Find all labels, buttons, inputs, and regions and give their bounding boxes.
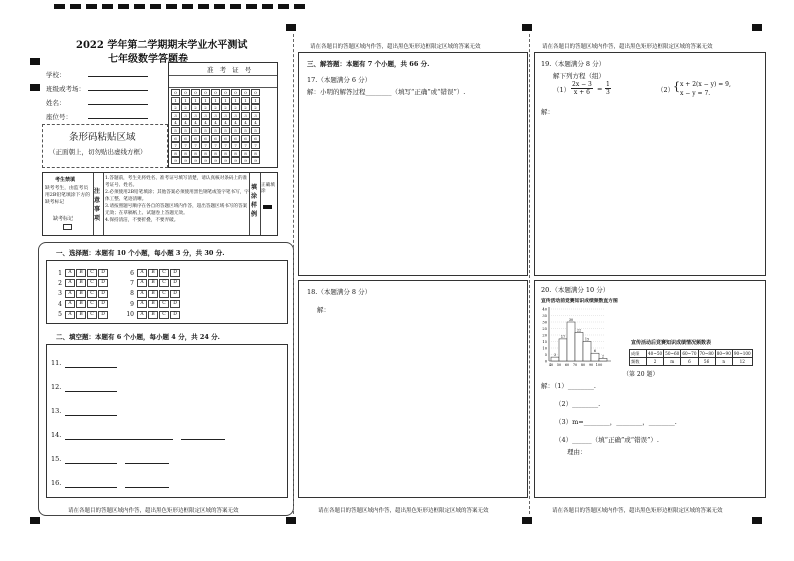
digit-bubble[interactable]: 2 xyxy=(171,104,180,111)
digit-row xyxy=(171,157,261,165)
digit-bubble[interactable]: 9 xyxy=(191,157,200,164)
choice-bubble[interactable]: D xyxy=(98,311,108,319)
table-cell: 6 xyxy=(681,358,698,366)
blank-line[interactable] xyxy=(65,391,117,392)
digit-bubble[interactable]: 8 xyxy=(231,150,240,157)
position-mark xyxy=(30,517,40,524)
digit-bubble[interactable]: 7 xyxy=(211,142,220,149)
position-mark xyxy=(286,517,296,524)
digit-bubble[interactable]: 8 xyxy=(211,150,220,157)
digit-bubble[interactable]: 7 xyxy=(231,142,240,149)
absent-title: 考生禁填 xyxy=(55,177,76,183)
warning-text: 请在各题目的答题区域内作答，超出黑色矩形边框限定区域的答案无效 xyxy=(542,44,713,50)
choice-bubble[interactable]: B xyxy=(76,300,86,308)
digit-bubble[interactable]: 5 xyxy=(211,127,220,134)
blank-label: 11. xyxy=(51,359,62,367)
x-tick-label: 70 xyxy=(572,363,578,367)
digit-bubble[interactable]: 0 xyxy=(211,89,220,96)
digit-bubble[interactable]: 5 xyxy=(191,127,200,134)
choice-row: 3 A B C D xyxy=(53,290,109,298)
choice-row: 9 A B C D xyxy=(125,300,181,308)
blank-label: 13. xyxy=(51,407,62,415)
name-label: 姓名： xyxy=(46,99,66,107)
digit-bubble[interactable]: 1 xyxy=(181,97,190,104)
section2-title: 二、填空题：本题有 6 个小题，每小题 4 分，共 24 分. xyxy=(56,333,220,341)
choice-row: 5 A B C D xyxy=(53,311,109,319)
absent-text: 缺考考生，由监考员用2B铅笔填涂下方的缺考标记 xyxy=(45,186,90,205)
digit-row xyxy=(171,150,261,158)
digit-bubble[interactable]: 3 xyxy=(171,112,180,119)
warning-text: 请在各题目的答题区域内作答，超出黑色矩形边框限定区域的答案无效 xyxy=(310,44,481,50)
y-tick-label: 30 xyxy=(542,320,547,325)
digit-bubble[interactable]: 8 xyxy=(221,150,230,157)
blank-line[interactable] xyxy=(65,439,173,440)
digit-bubble[interactable]: 0 xyxy=(231,89,240,96)
digit-bubble[interactable]: 5 xyxy=(201,127,210,134)
digit-bubble[interactable]: 5 xyxy=(171,127,180,134)
y-tick-label: 20 xyxy=(542,333,547,338)
digit-bubble[interactable]: 2 xyxy=(221,104,230,111)
digit-bubble[interactable]: 9 xyxy=(221,157,230,164)
table-column-header: 60~70 xyxy=(682,351,697,356)
choice-bubble[interactable]: A xyxy=(65,290,75,298)
q19-fraction-left: 2x − 3 x + 6 xyxy=(572,81,592,96)
blank-label: 12. xyxy=(51,383,62,391)
choice-row: 1 A B C D xyxy=(53,269,109,277)
exam-number-label: 准 考 证 号 xyxy=(207,66,254,74)
choice-bubble[interactable]: B xyxy=(148,300,158,308)
q19-body: 解下列方程（组） xyxy=(553,72,605,80)
digit-bubble[interactable]: 5 xyxy=(181,127,190,134)
digit-row xyxy=(171,112,261,120)
seat-field[interactable] xyxy=(88,118,148,119)
bar-value-label: 15 xyxy=(584,337,590,342)
name-field[interactable] xyxy=(88,104,148,105)
q20-reason: 理由： xyxy=(567,448,587,456)
digit-bubble[interactable]: 4 xyxy=(231,119,240,126)
digit-bubble[interactable]: 0 xyxy=(201,89,210,96)
digit-bubble[interactable]: 3 xyxy=(201,112,210,119)
choice-bubble[interactable]: C xyxy=(87,269,97,277)
absent-mark-box[interactable] xyxy=(63,224,72,230)
digit-bubble[interactable]: 1 xyxy=(251,97,260,104)
digit-bubble[interactable]: 3 xyxy=(231,112,240,119)
digit-row xyxy=(171,104,261,112)
figure-caption: （第 20 题） xyxy=(623,371,659,378)
choice-bubble[interactable]: A xyxy=(65,279,75,287)
frequency-table xyxy=(629,349,753,366)
warning-text: 请在各题目的答题区域内作答，超出黑色矩形边框限定区域的答案无效 xyxy=(68,508,239,514)
digit-bubble[interactable]: 9 xyxy=(231,157,240,164)
q20-answer-4: （4）______（填“正确”或“错误”）. xyxy=(555,436,659,444)
choice-row: 8 A B C D xyxy=(125,290,181,298)
blank-line[interactable] xyxy=(65,463,117,464)
blank-line[interactable] xyxy=(181,439,225,440)
digit-bubble[interactable]: 6 xyxy=(191,135,200,142)
position-mark xyxy=(522,517,532,524)
choice-bubble[interactable]: D xyxy=(170,279,180,287)
digit-bubble[interactable]: 9 xyxy=(201,157,210,164)
digit-bubble[interactable]: 6 xyxy=(181,135,190,142)
digit-bubble[interactable]: 3 xyxy=(191,112,200,119)
q20-head: 20.（本题满分 10 分） xyxy=(541,286,610,294)
school-field[interactable] xyxy=(88,76,148,77)
choice-bubble[interactable]: B xyxy=(76,290,86,298)
class-field[interactable] xyxy=(88,90,148,91)
school-label: 学校： xyxy=(46,71,66,79)
blank-line[interactable] xyxy=(65,415,117,416)
digit-bubble[interactable]: 6 xyxy=(251,135,260,142)
choice-bubble[interactable]: D xyxy=(98,279,108,287)
note-item: 3.请按照题号顺序在各自的答题区域内作答，超出答题区域书写的答案无效；在草稿纸上、试题卷上答题无效。 xyxy=(105,204,248,216)
blank-label: 16. xyxy=(51,479,62,487)
notes-side-label: 注意事项 xyxy=(94,188,101,222)
digit-bubble[interactable]: 6 xyxy=(171,135,180,142)
table-cell: 2 xyxy=(647,358,664,366)
fill-example-side xyxy=(249,173,261,235)
digit-row xyxy=(171,97,261,105)
digit-bubble[interactable]: 1 xyxy=(231,97,240,104)
choice-bubble[interactable]: B xyxy=(76,269,86,277)
exam-number-bubbles[interactable] xyxy=(171,89,261,165)
y-tick-label: 5 xyxy=(544,353,547,357)
digit-bubble[interactable]: 4 xyxy=(191,119,200,126)
q19-part1-label: （1） xyxy=(553,86,571,94)
q17-head: 17.（本题满分 6 分） xyxy=(307,76,372,84)
digit-bubble[interactable]: 4 xyxy=(251,119,260,126)
table-column-header: 50~60 xyxy=(665,351,680,356)
column-divider xyxy=(293,34,294,514)
digit-row xyxy=(171,127,261,135)
digit-bubble[interactable]: 2 xyxy=(231,104,240,111)
q19-system: x + 2(x − y) = 9, x − y = 7. xyxy=(680,81,731,97)
choice-bubble[interactable]: B xyxy=(76,279,86,287)
choice-bubble[interactable]: B xyxy=(76,311,86,319)
digit-bubble[interactable]: 2 xyxy=(251,104,260,111)
y-tick-label: 10 xyxy=(542,346,547,351)
digit-bubble[interactable]: 9 xyxy=(211,157,220,164)
table-cell: 56 xyxy=(698,358,715,366)
y-tick-label: 35 xyxy=(542,314,547,318)
fill-blank-area xyxy=(46,344,288,498)
answer-box-q20[interactable] xyxy=(534,280,766,498)
histogram-bar xyxy=(559,339,567,361)
bar-value-label: 22 xyxy=(576,328,582,333)
digit-bubble[interactable]: 0 xyxy=(241,89,250,96)
absent-box xyxy=(43,173,94,235)
choice-column-right[interactable] xyxy=(125,269,181,321)
choice-bubble[interactable]: A xyxy=(137,290,147,298)
q18-body: 解： xyxy=(317,306,330,314)
digit-bubble[interactable]: 5 xyxy=(221,127,230,134)
digit-bubble[interactable]: 4 xyxy=(211,119,220,126)
bar-value-label: 17 xyxy=(560,334,566,339)
exam-title: 2022 学年第二学期期末学业水平测试 xyxy=(76,40,248,51)
choice-row: 6 A B C D xyxy=(125,269,181,277)
digit-bubble[interactable]: 0 xyxy=(171,89,180,96)
x-tick-label: 40 xyxy=(548,363,554,367)
digit-bubble[interactable]: 8 xyxy=(251,150,260,157)
q20-answer-1: 解：（1）________. xyxy=(541,382,596,390)
brace-icon: { xyxy=(673,80,680,93)
digit-bubble[interactable]: 9 xyxy=(181,157,190,164)
choice-bubble[interactable]: D xyxy=(98,269,108,277)
digit-bubble[interactable]: 5 xyxy=(231,127,240,134)
q19-head: 19.（本题满分 8 分） xyxy=(541,60,606,68)
digit-bubble[interactable]: 6 xyxy=(231,135,240,142)
position-mark xyxy=(286,24,296,31)
digit-bubble[interactable]: 4 xyxy=(171,119,180,126)
chart-title: 宣传活动前竞赛知识成绩频数直方图 xyxy=(541,298,618,304)
choice-row: 2 A B C D xyxy=(53,279,109,287)
y-tick-label: 25 xyxy=(542,327,547,331)
digit-bubble[interactable]: 7 xyxy=(181,142,190,149)
digit-row xyxy=(171,142,261,150)
table-cell: 12 xyxy=(732,358,752,366)
choice-bubble[interactable]: D xyxy=(98,290,108,298)
digit-bubble[interactable]: 2 xyxy=(201,104,210,111)
choice-bubble[interactable]: A xyxy=(65,311,75,319)
class-label: 班级或考场： xyxy=(46,85,85,93)
table-column-header: 70~80 xyxy=(699,351,714,356)
x-tick-label: 80 xyxy=(580,363,586,367)
digit-bubble[interactable]: 3 xyxy=(211,112,220,119)
table-column-header: 80~90 xyxy=(716,351,731,356)
digit-bubble[interactable]: 3 xyxy=(221,112,230,119)
q17-body: 解：小明的解答过程________（填写“正确”或“错误”）. xyxy=(307,88,466,96)
x-tick-label: 60 xyxy=(564,363,570,367)
table-column-header: 90~100 xyxy=(733,351,751,356)
fill-example-label: 填涂样例 xyxy=(251,184,258,218)
choice-bubble[interactable]: C xyxy=(159,269,169,277)
digit-bubble[interactable]: 2 xyxy=(181,104,190,111)
digit-bubble[interactable]: 6 xyxy=(201,135,210,142)
note-item: 1.答题前，考生先将姓名、准考证号填写清楚，请认真核对条码上的准考证号、姓名。 xyxy=(105,176,248,188)
choice-grid xyxy=(46,260,288,324)
choice-bubble[interactable]: C xyxy=(87,279,97,287)
digit-bubble[interactable]: 8 xyxy=(201,150,210,157)
digit-bubble[interactable]: 4 xyxy=(221,119,230,126)
digit-bubble[interactable]: 6 xyxy=(241,135,250,142)
digit-bubble[interactable]: 8 xyxy=(191,150,200,157)
choice-bubble[interactable]: A xyxy=(65,269,75,277)
digit-bubble[interactable]: 8 xyxy=(181,150,190,157)
blank-line[interactable] xyxy=(125,463,169,464)
choice-bubble[interactable]: D xyxy=(170,300,180,308)
digit-bubble[interactable]: 2 xyxy=(211,104,220,111)
section3-title: 三、解答题：本题有 7 个小题，共 66 分. xyxy=(307,60,430,68)
notes-list xyxy=(105,175,249,224)
digit-bubble[interactable]: 7 xyxy=(191,142,200,149)
q19-equals: = xyxy=(597,85,603,93)
digit-bubble[interactable]: 1 xyxy=(171,97,180,104)
bar-value-label: 30 xyxy=(568,318,574,322)
choice-bubble[interactable]: A xyxy=(137,279,147,287)
choice-bubble[interactable]: B xyxy=(148,279,158,287)
correct-fill-label: 正确填涂 xyxy=(261,183,275,194)
digit-bubble[interactable]: 2 xyxy=(241,104,250,111)
choice-bubble[interactable]: D xyxy=(170,290,180,298)
blank-label: 14. xyxy=(51,431,62,439)
choice-bubble[interactable]: C xyxy=(87,290,97,298)
y-tick-label: 0 xyxy=(544,359,547,364)
choice-bubble[interactable]: D xyxy=(170,311,180,319)
digit-bubble[interactable]: 6 xyxy=(221,135,230,142)
section1-title: 一、选择题：本题有 10 个小题，每小题 3 分，共 30 分. xyxy=(56,249,225,257)
histogram-bar xyxy=(575,332,583,361)
column-divider xyxy=(529,34,530,514)
barcode-title: 条形码粘贴区域 xyxy=(69,132,136,143)
choice-bubble[interactable]: A xyxy=(137,269,147,277)
digit-bubble[interactable]: 3 xyxy=(241,112,250,119)
histogram-bar xyxy=(551,357,559,361)
digit-bubble[interactable]: 0 xyxy=(221,89,230,96)
x-tick-label: 90 xyxy=(588,363,594,367)
position-mark xyxy=(522,24,532,31)
q18-head: 18.（本题满分 8 分） xyxy=(307,288,372,296)
digit-bubble[interactable]: 4 xyxy=(201,119,210,126)
choice-bubble[interactable]: D xyxy=(98,300,108,308)
digit-bubble[interactable]: 6 xyxy=(211,135,220,142)
answer-box-q18[interactable] xyxy=(298,280,528,498)
q20-answer-3: （3）m=________，________，________. xyxy=(555,418,677,426)
choice-bubble[interactable]: B xyxy=(148,311,158,319)
digit-bubble[interactable]: 4 xyxy=(241,119,250,126)
warning-text: 请在各题目的答题区域内作答，超出黑色矩形边框限定区域的答案无效 xyxy=(552,508,723,514)
histogram-bar xyxy=(591,353,599,361)
table-cell: m xyxy=(664,358,681,366)
choice-bubble[interactable]: C xyxy=(159,311,169,319)
digit-bubble[interactable]: 5 xyxy=(241,127,250,134)
choice-bubble[interactable]: C xyxy=(87,311,97,319)
histogram-bar xyxy=(567,322,575,361)
digit-bubble[interactable]: 8 xyxy=(171,150,180,157)
y-tick-label: 15 xyxy=(542,340,547,344)
notices-block xyxy=(42,172,278,236)
y-tick-label: 40 xyxy=(542,307,547,312)
digit-bubble[interactable]: 1 xyxy=(211,97,220,104)
table-header-label: 成绩 xyxy=(630,350,647,358)
digit-bubble[interactable]: 7 xyxy=(241,142,250,149)
digit-bubble[interactable]: 0 xyxy=(251,89,260,96)
table-freq-label: 频数 xyxy=(630,358,647,366)
digit-bubble[interactable]: 3 xyxy=(181,112,190,119)
q19-part2-label: （2） xyxy=(657,86,675,94)
exam-number-grid xyxy=(168,62,278,168)
position-mark xyxy=(30,84,40,91)
digit-bubble[interactable]: 0 xyxy=(181,89,190,96)
correct-fill-sample xyxy=(263,205,272,209)
digit-bubble[interactable]: 9 xyxy=(171,157,180,164)
q20-answer-2: （2）________. xyxy=(555,400,601,408)
x-tick-label: 50 xyxy=(556,363,562,367)
blank-line[interactable] xyxy=(65,367,117,368)
digit-bubble[interactable]: 3 xyxy=(251,112,260,119)
digit-bubble[interactable]: 7 xyxy=(221,142,230,149)
digit-bubble[interactable]: 1 xyxy=(201,97,210,104)
position-mark xyxy=(30,58,40,65)
digit-bubble[interactable]: 0 xyxy=(191,89,200,96)
choice-column-left[interactable] xyxy=(53,269,109,321)
x-tick-label: 100 xyxy=(595,363,603,367)
bar-value-label: 2 xyxy=(601,354,605,359)
seat-label: 座位号： xyxy=(46,113,72,121)
digit-bubble[interactable]: 8 xyxy=(241,150,250,157)
choice-bubble[interactable]: B xyxy=(148,290,158,298)
choice-row: 4 A B C D xyxy=(53,300,109,308)
note-item: 4.保持清洁，不要折叠，不要弄破。 xyxy=(105,218,179,223)
note-item: 2.必须使用2B铅笔填涂；其他答案必须使用黑色钢笔或签字笔书写，字体工整、笔迹清晰。 xyxy=(105,190,249,202)
choice-bubble[interactable]: A xyxy=(137,300,147,308)
choice-bubble[interactable]: A xyxy=(137,311,147,319)
q19-fraction-right: 1 3 xyxy=(606,81,610,96)
bar-value-label: 3 xyxy=(553,353,557,358)
digit-bubble[interactable]: 4 xyxy=(181,119,190,126)
choice-bubble[interactable]: A xyxy=(65,300,75,308)
histogram-bar xyxy=(599,358,607,361)
digit-bubble[interactable]: 9 xyxy=(251,157,260,164)
digit-bubble[interactable]: 1 xyxy=(191,97,200,104)
digit-bubble[interactable]: 7 xyxy=(251,142,260,149)
blank-line[interactable] xyxy=(125,487,169,488)
notes-side xyxy=(93,173,104,235)
choice-bubble[interactable]: C xyxy=(87,300,97,308)
barcode-area xyxy=(42,124,168,168)
choice-bubble[interactable]: C xyxy=(159,279,169,287)
digit-bubble[interactable]: 1 xyxy=(241,97,250,104)
choice-row: 7 A B C D xyxy=(125,279,181,287)
histogram-bar xyxy=(583,342,591,362)
answer-box-q17[interactable] xyxy=(298,52,528,276)
table-cell: n xyxy=(715,358,732,366)
digit-bubble[interactable]: 2 xyxy=(191,104,200,111)
choice-bubble[interactable]: C xyxy=(159,300,169,308)
choice-bubble[interactable]: B xyxy=(148,269,158,277)
warning-text: 请在各题目的答题区域内作答，超出黑色矩形边框限定区域的答案无效 xyxy=(318,508,489,514)
blank-label: 15. xyxy=(51,455,62,463)
timing-marks xyxy=(54,4,305,9)
choice-bubble[interactable]: D xyxy=(170,269,180,277)
table-column-header: 40~50 xyxy=(648,351,663,356)
exam-subtitle: 七年级数学答题卷 xyxy=(108,54,188,65)
choice-bubble[interactable]: C xyxy=(159,290,169,298)
histogram-chart xyxy=(537,303,617,369)
position-mark xyxy=(752,24,762,31)
digit-bubble[interactable]: 5 xyxy=(251,127,260,134)
digit-bubble[interactable]: 1 xyxy=(221,97,230,104)
choice-row: 10 A B C D xyxy=(125,311,181,319)
digit-bubble[interactable]: 7 xyxy=(171,142,180,149)
barcode-note: （正面朝上，切勿贴出虚线方框） xyxy=(49,148,147,156)
digit-bubble[interactable]: 7 xyxy=(201,142,210,149)
bar-value-label: 6 xyxy=(593,349,597,354)
digit-row xyxy=(171,89,261,97)
digit-row xyxy=(171,119,261,127)
q19-answer: 解： xyxy=(541,108,554,116)
table-title: 宣传活动后竞赛知识成绩情况频数表 xyxy=(631,340,712,346)
digit-bubble[interactable]: 9 xyxy=(241,157,250,164)
position-mark xyxy=(752,517,762,524)
absent-mark-label: 缺考标记 xyxy=(53,216,74,222)
blank-line[interactable] xyxy=(65,487,117,488)
digit-row xyxy=(171,135,261,143)
answer-box-q19[interactable] xyxy=(534,52,766,276)
